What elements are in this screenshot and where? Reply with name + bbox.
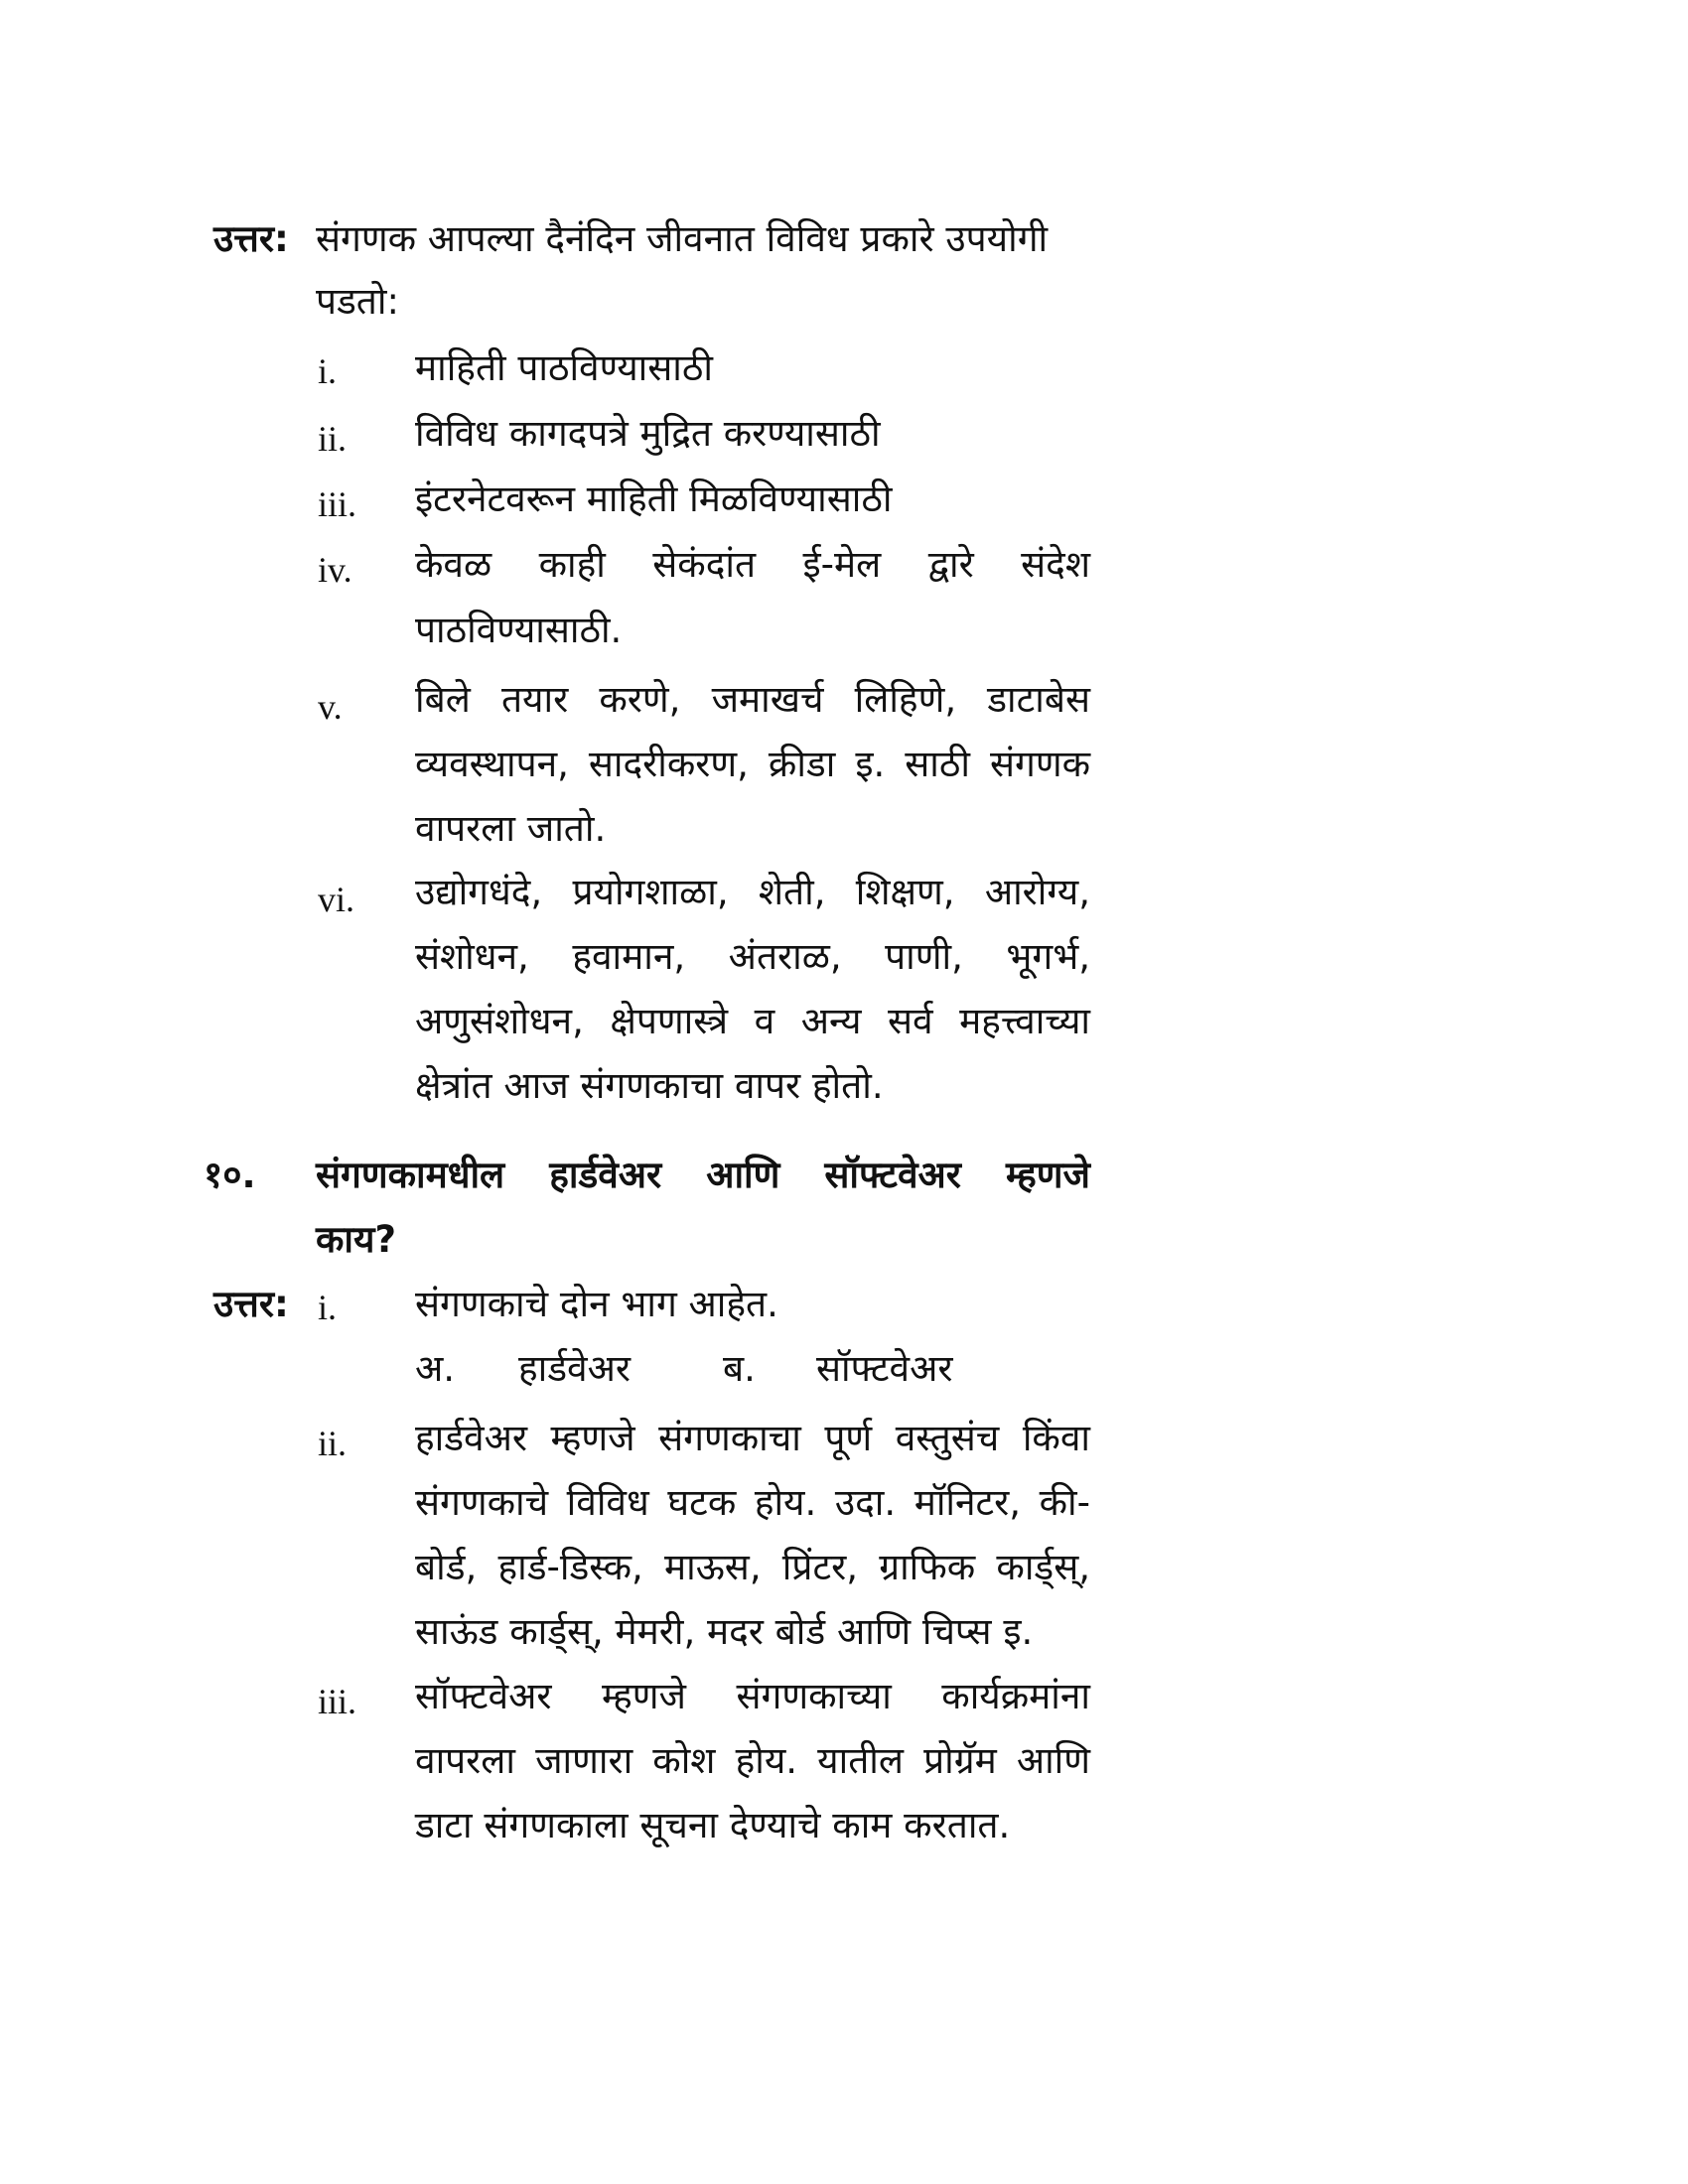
part-a-label: अ. <box>415 1347 456 1390</box>
item-text: वापरला जाणारा कोश होय. यातील प्रोग्रॅम आणि <box>415 1739 1090 1782</box>
item-text: बिले तयार करणे, जमाखर्च लिहिणे, डाटाबेस <box>415 678 1090 721</box>
item-text: संगणकाचे दोन भाग आहेत. <box>415 1283 778 1325</box>
question-text: काय? <box>316 1218 396 1261</box>
item-text: बोर्ड, हार्ड-डिस्क, माऊस, प्रिंटर, ग्राफिक कार्ड्स्, <box>415 1546 1090 1588</box>
answer-intro-line: संगणक आपल्या दैनंदिन जीवनात विविध प्रकारे उपयोगी <box>316 217 1049 260</box>
item-text: डाटा संगणकाला सूचना देण्याचे काम करतात. <box>415 1804 1011 1846</box>
item-text: क्षेत्रांत आज संगणकाचा वापर होतो. <box>415 1064 884 1107</box>
item-text: वापरला जातो. <box>415 807 607 850</box>
item-text: व्यवस्थापन, सादरीकरण, क्रीडा इ. साठी संगणक <box>415 743 1090 785</box>
item-number: iii. <box>318 1682 357 1721</box>
answer-intro-line: पडतो: <box>316 280 399 323</box>
item-text: केवळ काही सेकंदांत ई-मेल द्वारे संदेश <box>415 543 1090 586</box>
part-b-text: सॉफ्टवेअर <box>816 1347 953 1390</box>
item-number: i. <box>318 351 338 391</box>
item-text: साऊंड कार्ड्स्, मेमरी, मदर बोर्ड आणि चिप्स इ. <box>415 1610 1034 1653</box>
item-number: vi. <box>318 880 355 919</box>
item-number: v. <box>318 687 343 727</box>
item-number: iii. <box>318 484 357 524</box>
item-text: माहिती पाठविण्यासाठी <box>415 346 713 389</box>
item-text: पाठविण्यासाठी. <box>415 609 623 651</box>
part-a-text: हार्डवेअर <box>518 1347 631 1390</box>
answer-label: उत्तर: <box>213 1283 289 1325</box>
part-b-label: ब. <box>723 1347 756 1390</box>
item-text: संगणकाचे विविध घटक होय. उदा. मॉनिटर, की- <box>415 1481 1090 1524</box>
item-number: i. <box>318 1288 338 1327</box>
item-number: ii. <box>318 1424 348 1463</box>
question-text: संगणकामधील हार्डवेअर आणि सॉफ्टवेअर म्हणजे <box>316 1154 1090 1196</box>
item-text: हार्डवेअर म्हणजे संगणकाचा पूर्ण वस्तुसंच किंवा <box>415 1417 1090 1459</box>
item-text: सॉफ्टवेअर म्हणजे संगणकाच्या कार्यक्रमांना <box>415 1675 1090 1717</box>
item-text: अणुसंशोधन, क्षेपणास्त्रे व अन्य सर्व महत्त्वाच्या <box>415 1000 1090 1042</box>
item-text: उद्योगधंदे, प्रयोगशाळा, शेती, शिक्षण, आरोग्य, <box>415 871 1090 913</box>
question-number: १०. <box>204 1154 256 1196</box>
item-text: संशोधन, हवामान, अंतराळ, पाणी, भूगर्भ, <box>415 935 1090 978</box>
answer-label: उत्तर: <box>213 217 289 260</box>
item-number: ii. <box>318 419 348 459</box>
item-number: iv. <box>318 550 352 590</box>
item-text: विविध कागदपत्रे मुद्रित करण्यासाठी <box>415 412 881 455</box>
item-text: इंटरनेटवरून माहिती मिळविण्यासाठी <box>415 478 893 520</box>
